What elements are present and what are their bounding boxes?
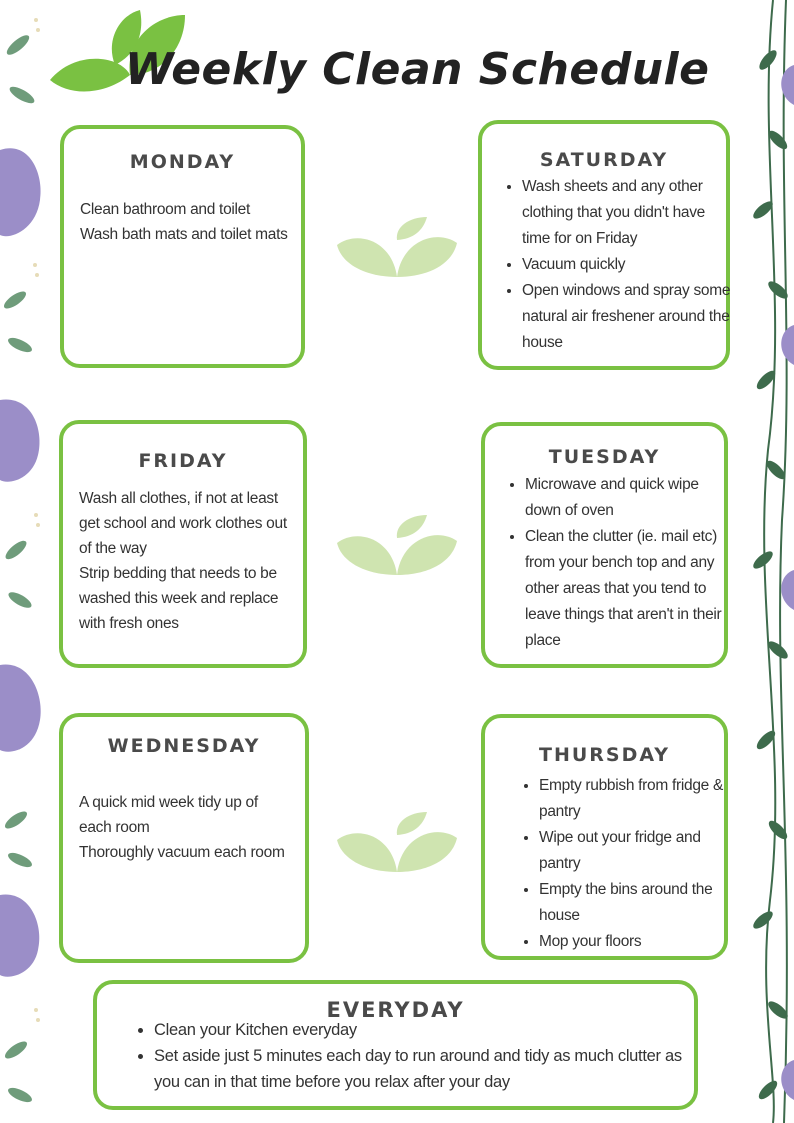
thursday-task: • Mop your floors	[539, 929, 729, 955]
friday-task: Wash all clothes, if not at least get school and work clothes out of the way	[79, 490, 287, 557]
friday-task: Strip bedding that needs to be washed this week and replace with fresh ones	[79, 565, 279, 632]
monday-card	[60, 125, 305, 368]
saturday-card	[478, 120, 730, 370]
saturday-task: • Open windows and spray some natural air freshener around the house	[522, 278, 732, 356]
wednesday-task: Thoroughly vacuum each room	[79, 844, 285, 861]
monday-task: Clean bathroom and toilet	[80, 201, 251, 218]
everyday-task: • Clean your Kitchen everyday	[154, 1017, 684, 1043]
right-floral-border	[748, 0, 794, 1123]
saturday-heading: SATURDAY	[539, 149, 669, 171]
tuesday-heading: TUESDAY	[548, 446, 661, 468]
leaf-icon	[337, 810, 457, 880]
left-floral-border	[0, 0, 44, 1123]
thursday-card	[481, 714, 728, 960]
page-title: Weekly Clean Schedule	[125, 44, 710, 95]
everyday-card	[93, 980, 698, 1110]
thursday-task: • Wipe out your fridge and pantry	[539, 825, 729, 877]
wednesday-heading: WEDNESDAY	[107, 735, 261, 757]
thursday-task: • Empty rubbish from fridge & pantry	[539, 773, 729, 825]
leaf-icon	[337, 513, 457, 583]
wednesday-task: A quick mid week tidy up of each room	[79, 794, 258, 836]
thursday-task: • Empty the bins around the house	[539, 877, 729, 929]
monday-task: Wash bath mats and toilet mats	[80, 226, 288, 243]
saturday-task: • Vacuum quickly	[522, 252, 732, 278]
monday-heading: MONDAY	[129, 151, 236, 173]
friday-heading: FRIDAY	[138, 450, 228, 472]
everyday-heading: EVERYDAY	[326, 998, 465, 1022]
leaf-icon	[337, 215, 457, 285]
friday-card	[59, 420, 307, 668]
tuesday-card	[481, 422, 728, 668]
wednesday-card	[59, 713, 309, 963]
everyday-task: • Set aside just 5 minutes each day to run around and tidy as much clutter as you can in that time before you relax after your day	[154, 1043, 684, 1095]
tuesday-task: • Microwave and quick wipe down of oven	[525, 472, 735, 524]
thursday-heading: THURSDAY	[538, 744, 671, 766]
tuesday-task: • Clean the clutter (ie. mail etc) from your bench top and any other areas that you tend to leave things that aren't in their place	[525, 524, 735, 654]
saturday-task: • Wash sheets and any other clothing that you didn't have time for on Friday	[522, 174, 732, 252]
